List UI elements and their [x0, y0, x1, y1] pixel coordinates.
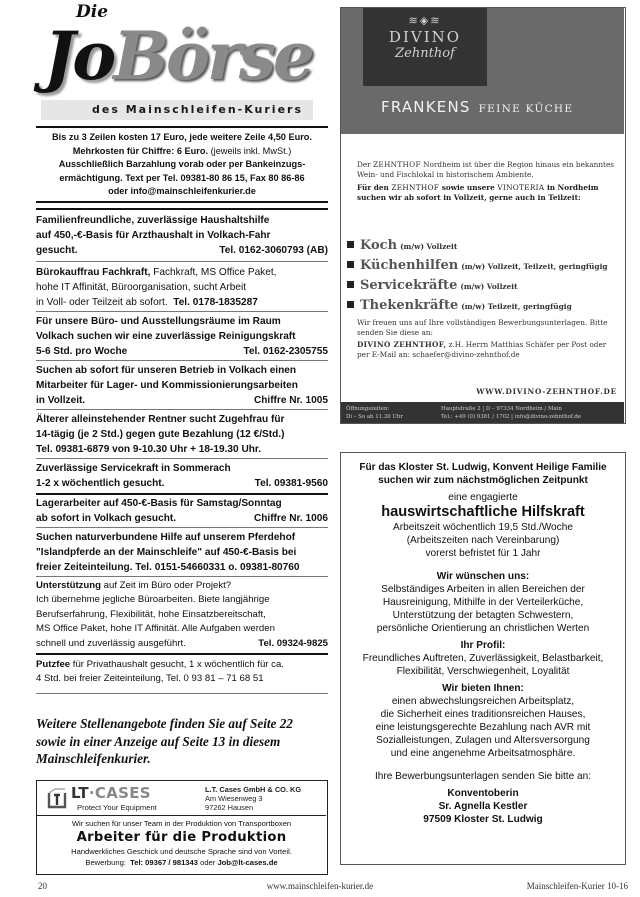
ad-lead: Putzfee: [36, 659, 71, 670]
divino-zehnthof-ad: [340, 7, 626, 424]
pricing-contact[interactable]: oder info@mainschleifenkurier.de: [108, 186, 256, 197]
job-item: [347, 236, 623, 256]
ad-line: hohe IT Affinität, Büroorganisation, sucht Arbeit: [36, 282, 247, 293]
kloster-job-title: hauswirtschaftliche Hilfskraft: [381, 504, 585, 520]
lt-requirements: Handwerkliches Geschick und deutsche Sprache sind von Vorteil.: [71, 847, 292, 856]
divino-intro: [357, 160, 617, 232]
ad-line: Älterer alleinstehender Rentner sucht Zugehfrau für: [36, 414, 285, 425]
divider: [36, 201, 328, 203]
page-number: 20: [38, 881, 47, 891]
job-item: [347, 256, 623, 276]
intro-text: Der: [357, 160, 371, 169]
ad-text: 5-6 Std. pro Woche: [36, 346, 128, 357]
company-name: L.T. Cases GmbH & CO. KG: [205, 785, 302, 794]
ad-line: MS Office Paket, hohe IT Affinität. Alle Aufgaben werden: [36, 623, 275, 635]
ad-line: Zuverlässige Servicekraft in Sommerach: [36, 463, 231, 474]
job-detail: (m/w) Vollzeit: [400, 242, 458, 251]
ad-line: Volkach suchen wir eine zuverlässige Reinigungskraft: [36, 331, 296, 342]
ad-line: Ich übernehme jegliche Büroarbeiten. Biete langjährige: [36, 594, 270, 606]
ad-lead: Unterstützung: [36, 580, 102, 591]
profile-line: Flexibilität, Verschwiegenheit, Loyalität: [396, 666, 570, 677]
apply-or: oder: [200, 858, 216, 867]
profile-heading: Ihr Profil:: [460, 640, 506, 651]
ad-line: Lagerarbeiter auf 450-€-Basis für Samstag/Sonntag: [36, 498, 282, 509]
lt-headline: Arbeiter für die Produktion: [76, 830, 287, 845]
pricing-line: [36, 145, 328, 159]
ad-line: "Islandpferde an der Mainschleife" auf 450-€-Basis bei: [36, 547, 297, 558]
classified-ad: [36, 461, 328, 491]
ad-line: [36, 295, 328, 310]
ad-line: [36, 243, 328, 258]
kloster-intro: Für das Kloster St. Ludwig, Konvent Heilige Familie: [359, 462, 607, 473]
intro-paragraph: [357, 160, 617, 179]
ad-line: [36, 658, 328, 672]
kloster-hours: Arbeitszeit wöchentlich 19,5 Std./Woche: [393, 522, 573, 533]
classified-ad: [36, 314, 328, 359]
ad-text: auf Zeit im Büro oder Projekt?: [101, 580, 232, 591]
search-text: in Nordheim suchen wir ab sofort in Vollzeit, gerne auch in Teilzeit:: [357, 183, 599, 202]
kloster-pre-title: eine engagierte: [448, 492, 518, 503]
divider: [36, 653, 328, 655]
job-item: [347, 276, 623, 296]
ad-line: [36, 511, 328, 526]
ad-line: Tel. 09381-6879 von 9-10.30 Uhr + 18-19.30 Uhr.: [36, 444, 262, 455]
wish-line: Unterstützung der betagten Schwestern,: [392, 610, 574, 621]
ad-line: [36, 265, 328, 280]
apply-company: DIVINO ZEHNTHOF,: [357, 340, 447, 350]
classified-ad: [36, 412, 328, 457]
brand-sep: ·: [88, 784, 95, 802]
offer-line: und eine angenehme Arbeitsatmosphäre.: [390, 748, 576, 759]
kloster-hours: (Arbeitszeiten nach Vereinbarung): [406, 535, 560, 546]
classified-ad: [36, 579, 328, 651]
ad-chiffre: Chiffre Nr. 1005: [253, 395, 328, 406]
divino-job-list: [347, 236, 623, 316]
contact-address: 97509 Kloster St. Ludwig: [423, 814, 543, 825]
ad-text: für Privathaushalt gesucht, 1 x wöchentlich für ca.: [70, 659, 284, 670]
brand-lt: LT: [71, 784, 89, 802]
square-bullet-icon: [347, 241, 354, 248]
lt-cases-address: [205, 785, 323, 812]
kloster-intro: suchen wir zum nächstmöglichen Zeitpunkt: [378, 475, 588, 486]
search-vinoteria: VINOTERIA: [497, 183, 545, 193]
note-line: sowie in einer Anzeige auf Seite 13 in diesem: [36, 733, 281, 749]
hours-value: Di – So ab 11.30 Uhr: [346, 414, 403, 420]
logo-boerse: Börse: [113, 17, 312, 95]
divino-address: Hauptstraße 2 | D – 97334 Nordheim / Main: [441, 406, 562, 412]
pricing-info: [36, 131, 328, 199]
contact-name: Sr. Agnella Kestler: [438, 801, 528, 812]
logo-die: Die: [76, 2, 109, 22]
ad-text: Fachkraft, MS Office Paket,: [150, 267, 277, 278]
search-zehnthof: ZEHNTHOF: [391, 183, 440, 193]
ad-line: [36, 393, 328, 408]
intro-zehnthof: ZEHNTHOF: [373, 160, 421, 169]
apply-email[interactable]: Job@lt-cases.de: [217, 858, 278, 867]
divider: [36, 527, 328, 528]
job-detail: (m/w) Vollzeit, Teilzeit, geringfügig: [461, 262, 608, 271]
city: 97262 Hausen: [205, 803, 254, 812]
divino-header: [341, 8, 624, 134]
ad-line: [36, 476, 328, 491]
logo-wordmark: [44, 17, 312, 95]
ad-text: gesucht.: [36, 245, 78, 256]
divino-logo: [363, 8, 487, 86]
divino-footer-bar: [341, 402, 624, 423]
divider: [36, 409, 328, 410]
divino-logo-name: DIVINO: [388, 28, 462, 46]
search-text: Für den: [357, 183, 389, 193]
divino-contact: [441, 405, 621, 421]
ad-text: schnell und zuverlässig ausgeführt.: [36, 637, 186, 649]
ad-line: [36, 637, 328, 651]
lt-cases-brand: [71, 784, 199, 802]
apply-address: [357, 340, 617, 359]
apply-text: Wir freuen uns auf Ihre vollständigen Bewerbungsunterlagen. Bitte senden Sie diese an:: [357, 318, 608, 337]
tagline-feine-kueche: FEINE KÜCHE: [478, 103, 574, 115]
jobboerse-logo: [36, 0, 328, 122]
ad-line: Familienfreundliche, zuverlässige Haushaltshilfe: [36, 215, 270, 226]
ad-line: 4 Std. bei freier Zeiteinteilung, Tel. 0 93 81 – 71 68 51: [36, 673, 264, 685]
ad-line: Suchen naturverbundene Hilfe auf unserem Pferdehof: [36, 532, 296, 543]
lt-cases-body: [37, 818, 326, 868]
lt-intro: Wir suchen für unser Team in der Produktion von Transportboxen: [71, 819, 292, 828]
classified-ad: [36, 265, 328, 310]
divider: [36, 261, 328, 262]
divider: [36, 693, 328, 694]
job-title: Thekenkräfte: [360, 298, 459, 313]
opening-hours: [346, 405, 434, 421]
divider: [36, 576, 328, 577]
ad-phone: Tel. 09381-9560: [254, 478, 328, 489]
job-detail: (m/w) Vollzeit: [460, 282, 518, 291]
divider: [36, 311, 328, 312]
hours-label: Öffnungszeiten:: [346, 406, 390, 412]
divider: [36, 458, 328, 459]
box-logo-icon: [47, 787, 67, 809]
ad-text: ab sofort in Volkach gesucht.: [36, 513, 177, 524]
job-detail: (m/w) Teilzeit, geringfügig: [461, 302, 572, 311]
divino-apply: [357, 318, 617, 384]
divino-tagline: [381, 98, 573, 116]
classified-ad: [36, 213, 328, 258]
square-bullet-icon: [347, 281, 354, 288]
issue-label: Mainschleifen-Kurier 10-16: [526, 881, 628, 891]
lt-cases-tagline: Protect Your Equipment: [77, 803, 157, 812]
send-to-text: Ihre Bewerbungsunterlagen senden Sie bitte an:: [374, 771, 592, 782]
intro-text: Nordheim ist über die Region hinaus ein bekanntes Wein- und Fischlokal in historischem Ambiente.: [357, 160, 615, 179]
divider: [36, 208, 328, 210]
ad-line: [36, 579, 328, 593]
offer-line: Sozialleistungen, Zulagen und Altersversorgung: [376, 735, 590, 746]
job-title: Servicekräfte: [360, 278, 458, 293]
ad-phone: Tel. 0162-2305755: [243, 346, 328, 357]
search-paragraph: [357, 183, 617, 202]
note-line: Weitere Stellenangebote finden Sie auf Seite 22: [36, 716, 293, 731]
ad-lead: Bürokauffrau Fachkraft,: [36, 267, 151, 278]
offer-line: eine leistungsgerechte Bezahlung nach AVR mit: [375, 722, 591, 733]
ad-text: in Vollzeit.: [36, 395, 86, 406]
classified-ad: [36, 530, 328, 575]
contact-title: Konventoberin: [447, 788, 519, 799]
ad-phone: Tel. 0162-3060793 (AB): [219, 245, 328, 256]
divino-phone-email: Tel.: +49 (0) 9381 / 1702 | info@divino-zehnthof.de: [441, 414, 582, 420]
profile-line: Freundliches Auftreten, Zuverlässigkeit, Belastbarkeit,: [362, 653, 604, 664]
ad-phone: Tel. 0178-1835287: [173, 297, 258, 308]
lt-cases-ad: [36, 780, 328, 875]
classified-ad: [36, 363, 328, 408]
ad-chiffre: Chiffre Nr. 1006: [253, 513, 328, 524]
kloster-st-ludwig-ad: [340, 452, 626, 865]
apply-text: z.H. Herrn Matthias Schäfer per Post oder per E-Mail an: schaefer@divino-zehnthof.de: [357, 340, 607, 359]
lt-cases-header: [37, 781, 326, 816]
kloster-hours: vorerst befristet für 1 Jahr: [425, 548, 541, 559]
brand-cases: CASES: [94, 784, 151, 802]
search-text: sowie unsere: [441, 183, 495, 193]
wish-line: Hausreinigung, Mithilfe in der Verteilerküche,: [382, 597, 584, 608]
chiffre-cost: Mehrkosten für Chiffre: 6 Euro.: [72, 145, 209, 156]
ad-line: 14-tägig (je 2 Std.) gegen gute Bezahlung (12 €/Std.): [36, 429, 285, 440]
ad-line: auf 450,-€-Basis für Arzthaushalt in Volkach-Fahr: [36, 230, 271, 241]
logo-jo: Jo: [44, 17, 114, 95]
square-bullet-icon: [347, 301, 354, 308]
apply-phone: Tel: 09367 / 981343: [130, 858, 198, 867]
apply-label: Bewerbung:: [85, 858, 126, 867]
tagline-frankens: FRANKENS: [381, 98, 471, 116]
offer-heading: Wir bieten Ihnen:: [442, 683, 524, 694]
ad-line: Für unsere Büro- und Ausstellungsräume im Raum: [36, 316, 281, 327]
classified-ad: [36, 658, 328, 687]
winged-crest-icon: ≋◈≋: [408, 15, 442, 27]
pricing-line: Bis zu 3 Zeilen kosten 17 Euro, jede weitere Zeile 4,50 Euro.: [52, 132, 312, 142]
wish-line: Selbständiges Arbeiten in allen Bereichen der: [381, 584, 585, 595]
ad-text: 1-2 x wöchentlich gesucht.: [36, 478, 165, 489]
ad-line: [36, 344, 328, 359]
divino-website[interactable]: WWW.DIVINO-ZEHNTHOF.DE: [476, 387, 617, 396]
ad-text: in Voll- oder Teilzeit ab sofort.: [36, 297, 168, 308]
ad-line: Suchen ab sofort für unseren Betrieb in Volkach einen: [36, 365, 297, 376]
divino-logo-script: Zehnthof: [395, 46, 455, 61]
divider: [36, 493, 328, 495]
ad-line: Berufserfahrung, Flexibilität, hohe Einsatzbereitschaft,: [36, 608, 266, 620]
ad-line: Mitarbeiter für Lager- und Kommissionierungsarbeiten: [36, 380, 298, 391]
pricing-line: Ausschließlich Barzahlung vorab oder per Bankeinzugs-: [58, 159, 306, 170]
divider: [36, 360, 328, 361]
wish-line: persönliche Orientierung an christlichen Werten: [376, 623, 590, 634]
pricing-line: ermächtigung. Text per Tel. 09381-80 86 15, Fax 80 86-86: [59, 172, 305, 183]
wish-heading: Wir wünschen uns:: [436, 571, 530, 582]
lt-apply: [37, 857, 326, 868]
ad-line: freier Zeiteinteilung. Tel. 0151-54660331 o. 09381-80760: [36, 562, 300, 573]
vat-note: (jeweils inkl. MwSt.): [210, 145, 292, 156]
offer-line: einen abwechslungsreichen Arbeitsplatz,: [391, 696, 575, 707]
ad-phone: Tel. 09324-9825: [258, 637, 328, 649]
classified-ad: [36, 496, 328, 526]
offer-line: die Sicherheit eines traditionsreichen Hauses,: [380, 709, 586, 720]
job-title: Koch: [360, 238, 398, 253]
divider: [36, 126, 328, 128]
footer-website[interactable]: www.mainschleifen-kurier.de: [266, 881, 374, 891]
job-item: [347, 296, 623, 316]
job-title: Küchenhilfen: [360, 258, 459, 273]
note-line: Mainschleifenkurier.: [36, 751, 151, 766]
more-jobs-note: [36, 715, 328, 768]
street: Am Wiesenweg 3: [205, 794, 263, 803]
logo-subtitle: des Mainschleifen-Kuriers: [92, 103, 304, 116]
square-bullet-icon: [347, 261, 354, 268]
